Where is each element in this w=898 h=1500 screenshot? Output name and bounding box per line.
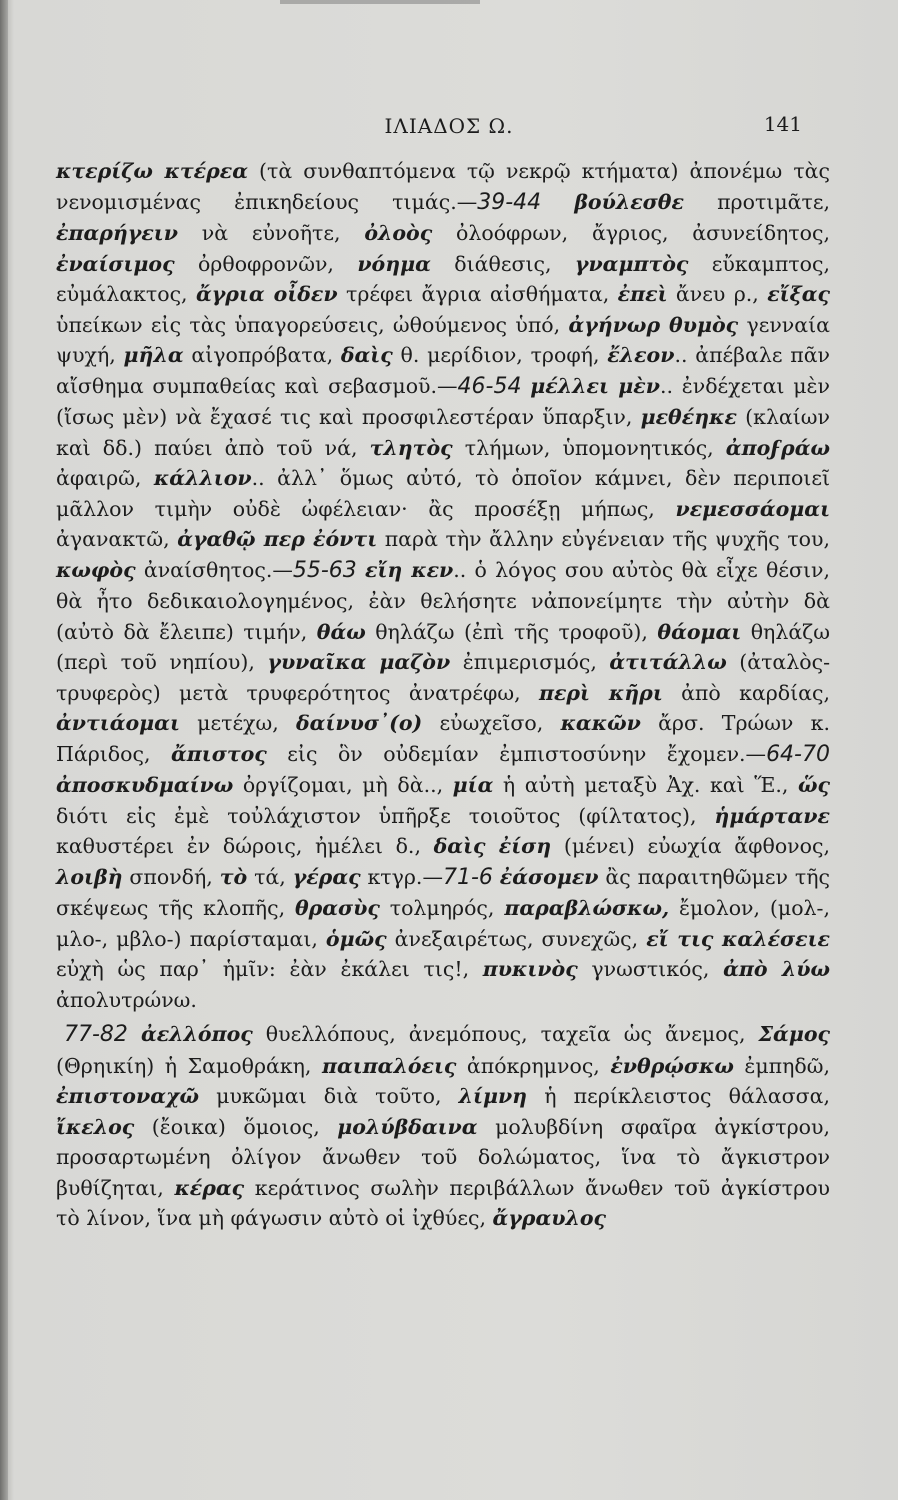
gloss-text <box>493 865 500 889</box>
headword: βούλεσθε <box>574 189 684 214</box>
page-header <box>60 108 838 144</box>
headword: κακῶν <box>560 711 641 735</box>
verse-reference: 71-6 <box>442 864 493 890</box>
headword: κωφὸς <box>56 557 136 582</box>
gloss-text: ἐμπηδῶ, <box>733 1053 831 1078</box>
headword: ἀποσκυδμαίνω <box>56 773 234 797</box>
binding-edge <box>0 0 8 1500</box>
gloss-text: ἔμολον, (μολ-, μλο-, μβλο-) παρίσταμαι, <box>56 896 830 951</box>
headword: ἐπιστοναχῶ <box>56 1084 199 1108</box>
headword: ὥς <box>797 773 830 797</box>
headword: ἐνθρῴσκω <box>610 1053 734 1078</box>
headword: ἄπιστος <box>171 741 267 766</box>
verse-reference: 46-54 <box>457 373 522 399</box>
gloss-text: ἀφαιρῶ, <box>56 466 154 490</box>
gloss-text: εὐχὴ ὡς παρ᾽ ἡμῖν: ἐὰν ἐκάλει τις!, <box>56 957 483 981</box>
gloss-text: ἀπόκρημνος, <box>456 1053 611 1078</box>
gloss-text <box>521 374 530 398</box>
gloss-text <box>128 1022 141 1046</box>
headword: νεμεσσάομαι <box>675 496 830 521</box>
headword: ἄγραυλος <box>492 1206 606 1230</box>
headword: Σάμος <box>758 1022 830 1046</box>
headword: θάω <box>316 619 366 644</box>
headword: μεθέηκε <box>640 405 737 429</box>
gloss-text: ἀπολυτρώνω. <box>56 987 197 1012</box>
headword: ἔλεον <box>607 343 675 367</box>
gloss-text: μυκῶμαι διὰ τοῦτο, <box>198 1084 459 1108</box>
headword: κέρας <box>174 1175 245 1200</box>
headword: θρασὺς <box>294 896 380 920</box>
gloss-text: .. ὁ λόγος σου αὐτὸς θὰ εἶχε θέσιν, θὰ ἦτο δεδικαιολογημένος, ἐὰν θελήσητε νἀπονείμητε τὴν αὐτὴν δὰ (αὐτὸ δὰ ἔλειπε) τιμήν, <box>56 557 830 644</box>
gloss-text: (ἀταλὸς-τρυφερὸς) μετὰ τρυφερότητος ἀνατρέφω, <box>56 650 831 705</box>
headword: μέλλει μὲν <box>530 373 660 398</box>
gloss-text: τλήμων, ὑπομονητικός, <box>452 435 726 460</box>
headword: παιπαλόεις <box>321 1053 457 1078</box>
headword: λίμνη <box>458 1084 528 1108</box>
headword: ἀπὸ λύω <box>723 957 830 981</box>
gloss-text: ἂς παραιτηθῶμεν τῆς σκέψεως τῆς κλοπῆς, <box>56 864 830 920</box>
headword: μολύβδαινα <box>337 1114 478 1139</box>
gloss-text: (ἔοικα) ὅμοιος, <box>134 1114 338 1139</box>
headword: περὶ κῆρι <box>538 680 663 705</box>
gloss-text: κεράτινος σωλὴν περιβάλλων ἄνωθεν τοῦ ἀγκίστρου τὸ λίνον, ἵνα μὴ φάγωσιν αὐτὸ οἱ ἰχθύες, <box>56 1175 830 1230</box>
headword: δαὶς ἐίση <box>433 834 552 858</box>
gloss-text: τά, <box>247 864 293 889</box>
headword: ἀποϝράω <box>725 435 830 460</box>
gloss-text: μολυβδίνη σφαῖρα ἀγκίστρου, προσαρτωμένη ὀλίγον ἄνωθεν τοῦ δολώματος, ἵνα τὸ ἄγκιστρον βυθίζηται, <box>56 1114 830 1200</box>
headword: ἄγρια οἶδεν <box>195 282 338 306</box>
gloss-text: (τὰ συνθαπτόμενα τῷ νεκρῷ κτήματα) ἀπονέμω τὰς νενομισμένας ἐπικηδείους τιμάς.— <box>56 159 830 214</box>
headword: ἐπαρήγειν <box>56 221 178 245</box>
commentary-body <box>56 156 830 1234</box>
gloss-text: παρὰ τὴν ἄλλην εὐγένειαν τῆς ψυχῆς του, <box>377 527 830 551</box>
gloss-text: ἀναίσθητος.— <box>135 557 293 582</box>
headword: νόημα <box>357 251 431 276</box>
verse-reference: 55-63 <box>292 557 357 583</box>
headword: ἀτιτάλλω <box>609 650 727 674</box>
gloss-text: γενναία ψυχή, <box>56 312 830 367</box>
gloss-text: ὀλοόφρων, ἄγριος, ἀσυνείδητος, <box>432 221 830 245</box>
gloss-text: τολμηρός, <box>379 896 505 920</box>
gloss-text: ὀρθοφρονῶν, <box>174 251 358 276</box>
running-head: ΙΛΙΑΔΟΣ Ω. <box>384 114 514 138</box>
gloss-text: εἰς ὃν οὐδεμίαν ἐμπιστοσύνην ἔχομεν.— <box>266 741 767 766</box>
gloss-text: θηλάζω (περὶ τοῦ νηπίου), <box>56 619 830 674</box>
headword: ἀγαθῷ περ ἐόντι <box>177 527 378 551</box>
gloss-text <box>357 558 365 582</box>
headword: εἴ τις καλέσειε <box>646 926 830 951</box>
paragraph <box>56 1019 830 1234</box>
gloss-text: θ. μερίδιον, τροφή, <box>392 343 608 367</box>
headword: μία <box>452 773 494 797</box>
gloss-text: τρέφει ἄγρια αἰσθήματα, <box>337 282 618 306</box>
headword: κτερίζω κτέρεα <box>56 159 248 183</box>
headword: ἐάσομεν <box>499 864 599 889</box>
gloss-text <box>541 190 574 214</box>
gloss-text: θυελλόπους, ἀνεμόπους, ταχεῖα ὡς ἄνεμος, <box>252 1022 759 1046</box>
gloss-text: ἀπὸ καρδίας, <box>662 680 831 705</box>
headword: ἀγήνωρ θυμὸς <box>568 312 739 337</box>
headword: μῆλα <box>123 343 184 367</box>
gloss-text: ἄρσ. Τρώων κ. Πάριδος, <box>56 711 831 766</box>
gloss-text: ἡ περίκλειστος θάλασσα, <box>527 1084 830 1108</box>
gloss-text: ἄνευ ρ., <box>667 282 768 306</box>
headword: ἐπεὶ <box>617 282 668 306</box>
headword: ὀλοὸς <box>364 221 433 245</box>
headword: γέρας <box>292 864 361 889</box>
verse-reference: 39-44 <box>477 189 542 215</box>
gloss-text: ἐπιμερισμός, <box>450 650 610 674</box>
gloss-text: καθυστέρει ἐν δώροις, ἠμέλει δ., <box>56 834 434 858</box>
headword: ἴκελος <box>56 1114 135 1139</box>
gloss-text: μετέχω, <box>179 711 296 735</box>
gloss-text: ἀνεξαιρέτως, συνεχῶς, <box>386 926 647 951</box>
gloss-text: θηλάζω (ἐπὶ τῆς τροφοῦ), <box>365 619 658 644</box>
gloss-text: γνωστικός, <box>577 957 724 981</box>
headword: δαίνυσ᾽(ο) <box>296 711 423 735</box>
gloss-text: εὐωχεῖσο, <box>422 711 561 735</box>
gloss-text: .. ἀπέβαλε πᾶν αἴσθημα συμπαθείας καὶ σεβασμοῦ.— <box>56 343 831 398</box>
gloss-text: ὑπείκων εἰς τὰς ὑπαγορεύσεις, ὠθούμενος ὑπό, <box>56 312 569 337</box>
gloss-text: νὰ εὐνοῆτε, <box>177 221 365 245</box>
headword: θάομαι <box>657 619 742 644</box>
headword: εἴη κεν <box>365 557 454 582</box>
headword: δαὶς <box>340 343 393 367</box>
verse-reference: 77-82 <box>64 1022 128 1047</box>
headword: ὁμῶς <box>325 926 387 951</box>
gloss-text: .. ἀλλ᾽ ὅμως αὐτό, τὸ ὁποῖον κάμνει, δὲν περιποιεῖ μᾶλλον τιμὴν οὐδὲ ὠφέλειαν· ἂς προσέξῃ μήπως, <box>56 466 830 521</box>
gloss-text: ἡ αὐτὴ μεταξὺ Ἀχ. καὶ Ἕ., <box>493 773 798 797</box>
headword: λοιβὴ <box>56 864 123 889</box>
gloss-text: εὔκαμπτος, εὐμάλακτος, <box>56 251 831 306</box>
headword: παραβλώσκω, <box>504 896 670 920</box>
gloss-text: (κλαίων καὶ δδ.) παύει ἀπὸ τοῦ νά, <box>56 405 830 460</box>
headword: τλητὸς <box>369 435 453 460</box>
gloss-text: (μένει) εὐωχία ἄφθονος, <box>551 834 830 858</box>
gloss-text: ὀργίζομαι, μὴ δὰ.., <box>233 773 453 797</box>
gloss-text: κτγρ.— <box>360 864 443 889</box>
gloss-text: (Θρηικίη) ἡ Σαμοθράκη, <box>56 1053 322 1078</box>
gloss-text: .. ἐνδέχεται μὲν (ἴσως μὲν) νὰ ἔχασέ τις καὶ προσφιλεστέραν ὕπαρξιν, <box>56 373 830 429</box>
headword: γυναῖκα μαζὸν <box>267 650 451 674</box>
headword: ἡμάρτανε <box>714 803 830 828</box>
gloss-text: προτιμᾶτε, <box>683 189 830 214</box>
headword: εἴξας <box>767 282 830 306</box>
headword: τὸ <box>219 864 248 889</box>
gloss-text: αἰγοπρόβατα, <box>183 343 341 367</box>
paragraph <box>56 156 830 1015</box>
page-number: 141 <box>763 112 802 136</box>
headword: γναμπτὸς <box>574 251 689 276</box>
headword: ἀντιάομαι <box>56 711 180 735</box>
headword: ἀελλόπος <box>140 1022 253 1046</box>
headword: ἐναίσιμος <box>56 251 175 276</box>
headword: πυκινὸς <box>482 957 578 981</box>
gloss-text: διάθεσις, <box>430 251 575 276</box>
gloss-text: διότι εἰς ἐμὲ τοὐλάχιστον ὑπῆρξε τοιοῦτος (φίλτατος), <box>56 803 715 828</box>
gloss-text: ἀγανακτῶ, <box>56 527 178 551</box>
verse-reference: 64-70 <box>766 741 830 767</box>
headword: κάλλιον <box>153 466 252 490</box>
scan-mark <box>280 0 480 4</box>
gloss-text: σπονδή, <box>122 864 220 889</box>
